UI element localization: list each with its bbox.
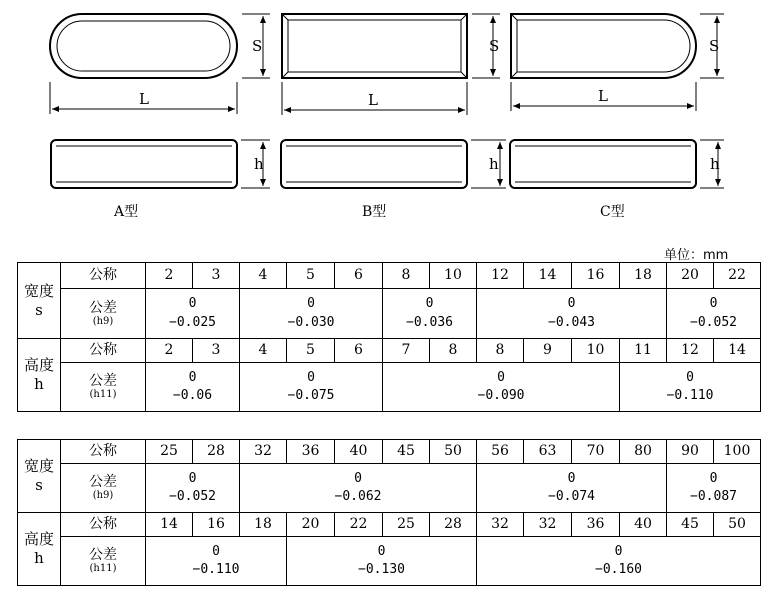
value-cell: 25 bbox=[146, 440, 193, 464]
side-views bbox=[51, 140, 696, 188]
dim-s-a: S bbox=[252, 37, 263, 55]
nominal-label: 公称 bbox=[61, 440, 146, 464]
type-a-label: A型 bbox=[114, 204, 139, 220]
value-cell: 36 bbox=[287, 440, 335, 464]
width-tolerance-row bbox=[18, 289, 761, 339]
width-tolerance-row bbox=[18, 464, 761, 513]
type-c-label: C型 bbox=[600, 204, 625, 220]
spec-table-2 bbox=[17, 439, 761, 586]
spec-table-1 bbox=[17, 262, 761, 412]
value-cell: 12 bbox=[667, 339, 714, 363]
value-cell: 12 bbox=[477, 263, 524, 289]
value-cell: 20 bbox=[667, 263, 714, 289]
tolerance-cell: 0 −0.075 bbox=[240, 363, 383, 412]
value-cell: 6 bbox=[335, 263, 383, 289]
type-a-top-view bbox=[50, 14, 237, 78]
value-cell: 5 bbox=[287, 263, 335, 289]
value-cell: 16 bbox=[572, 263, 620, 289]
unit-label: 单位：mm bbox=[664, 248, 729, 263]
height-dimensions bbox=[241, 140, 724, 188]
dim-s-b: S bbox=[489, 37, 500, 55]
value-cell: 14 bbox=[524, 263, 572, 289]
tolerance-cell: 0 −0.043 bbox=[477, 289, 667, 339]
value-cell: 22 bbox=[714, 263, 761, 289]
value-cell: 4 bbox=[240, 339, 287, 363]
value-cell: 45 bbox=[667, 513, 714, 537]
dim-h-b: h bbox=[489, 155, 499, 173]
value-cell: 40 bbox=[335, 440, 383, 464]
value-cell: 50 bbox=[714, 513, 761, 537]
width-nominal-row bbox=[18, 440, 761, 464]
value-cell: 90 bbox=[667, 440, 714, 464]
tolerance-cell: 0 −0.130 bbox=[287, 537, 477, 586]
tolerance-cell: 0 −0.06 bbox=[146, 363, 240, 412]
value-cell: 4 bbox=[240, 263, 287, 289]
height-header: 高度 h bbox=[18, 339, 61, 412]
tolerance-cell: 0 −0.052 bbox=[146, 464, 240, 513]
tolerance-cell: 0 −0.110 bbox=[620, 363, 761, 412]
dim-l-b: L bbox=[368, 91, 378, 109]
tolerance-cell: 0 −0.074 bbox=[477, 464, 667, 513]
value-cell: 22 bbox=[335, 513, 383, 537]
dim-h-a: h bbox=[254, 155, 264, 173]
value-cell: 14 bbox=[714, 339, 761, 363]
value-cell: 40 bbox=[620, 513, 667, 537]
width-header: 宽度 s bbox=[18, 263, 61, 339]
dim-s-c: S bbox=[709, 37, 720, 55]
height-tolerance-row bbox=[18, 537, 761, 586]
value-cell: 6 bbox=[335, 339, 383, 363]
value-cell: 14 bbox=[146, 513, 193, 537]
value-cell: 3 bbox=[193, 263, 240, 289]
tolerance-label: 公差 (h11) bbox=[61, 537, 146, 586]
width-dimensions bbox=[242, 14, 724, 78]
nominal-label: 公称 bbox=[61, 513, 146, 537]
width-header: 宽度 s bbox=[18, 440, 61, 513]
tolerance-cell: 0 −0.110 bbox=[146, 537, 287, 586]
value-cell: 25 bbox=[383, 513, 430, 537]
value-cell: 11 bbox=[620, 339, 667, 363]
value-cell: 10 bbox=[430, 263, 477, 289]
type-b-label: B型 bbox=[362, 204, 387, 220]
value-cell: 5 bbox=[287, 339, 335, 363]
value-cell: 63 bbox=[524, 440, 572, 464]
value-cell: 56 bbox=[477, 440, 524, 464]
value-cell: 100 bbox=[714, 440, 761, 464]
value-cell: 8 bbox=[430, 339, 477, 363]
value-cell: 45 bbox=[383, 440, 430, 464]
value-cell: 32 bbox=[524, 513, 572, 537]
nominal-label: 公称 bbox=[61, 339, 146, 363]
nominal-label: 公称 bbox=[61, 263, 146, 289]
key-drawings bbox=[0, 0, 776, 235]
value-cell: 32 bbox=[240, 440, 287, 464]
height-header: 高度 h bbox=[18, 513, 61, 586]
value-cell: 18 bbox=[240, 513, 287, 537]
value-cell: 7 bbox=[383, 339, 430, 363]
value-cell: 20 bbox=[287, 513, 335, 537]
width-nominal-row bbox=[18, 263, 761, 289]
height-tolerance-row bbox=[18, 363, 761, 412]
height-nominal-row bbox=[18, 513, 761, 537]
value-cell: 28 bbox=[193, 440, 240, 464]
type-b-top-view bbox=[282, 14, 467, 78]
dim-h-c: h bbox=[710, 155, 720, 173]
value-cell: 8 bbox=[383, 263, 430, 289]
value-cell: 10 bbox=[572, 339, 620, 363]
dim-l-c: L bbox=[598, 87, 608, 105]
height-nominal-row bbox=[18, 339, 761, 363]
tolerance-label: 公差 (h9) bbox=[61, 464, 146, 513]
tolerance-cell: 0 −0.052 bbox=[667, 289, 761, 339]
tolerance-cell: 0 −0.087 bbox=[667, 464, 761, 513]
value-cell: 28 bbox=[430, 513, 477, 537]
value-cell: 8 bbox=[477, 339, 524, 363]
value-cell: 2 bbox=[146, 263, 193, 289]
tolerance-label: 公差 (h11) bbox=[61, 363, 146, 412]
value-cell: 2 bbox=[146, 339, 193, 363]
tolerance-cell: 0 −0.036 bbox=[383, 289, 477, 339]
value-cell: 9 bbox=[524, 339, 572, 363]
type-c-top-view bbox=[511, 14, 696, 78]
value-cell: 32 bbox=[477, 513, 524, 537]
tolerance-label: 公差 (h9) bbox=[61, 289, 146, 339]
dim-l-a: L bbox=[139, 90, 149, 108]
tolerance-cell: 0 −0.030 bbox=[240, 289, 383, 339]
value-cell: 36 bbox=[572, 513, 620, 537]
value-cell: 80 bbox=[620, 440, 667, 464]
tolerance-cell: 0 −0.062 bbox=[240, 464, 477, 513]
tolerance-cell: 0 −0.090 bbox=[383, 363, 620, 412]
tolerance-cell: 0 −0.160 bbox=[477, 537, 761, 586]
value-cell: 3 bbox=[193, 339, 240, 363]
value-cell: 16 bbox=[193, 513, 240, 537]
value-cell: 70 bbox=[572, 440, 620, 464]
value-cell: 18 bbox=[620, 263, 667, 289]
tolerance-cell: 0 −0.025 bbox=[146, 289, 240, 339]
value-cell: 50 bbox=[430, 440, 477, 464]
